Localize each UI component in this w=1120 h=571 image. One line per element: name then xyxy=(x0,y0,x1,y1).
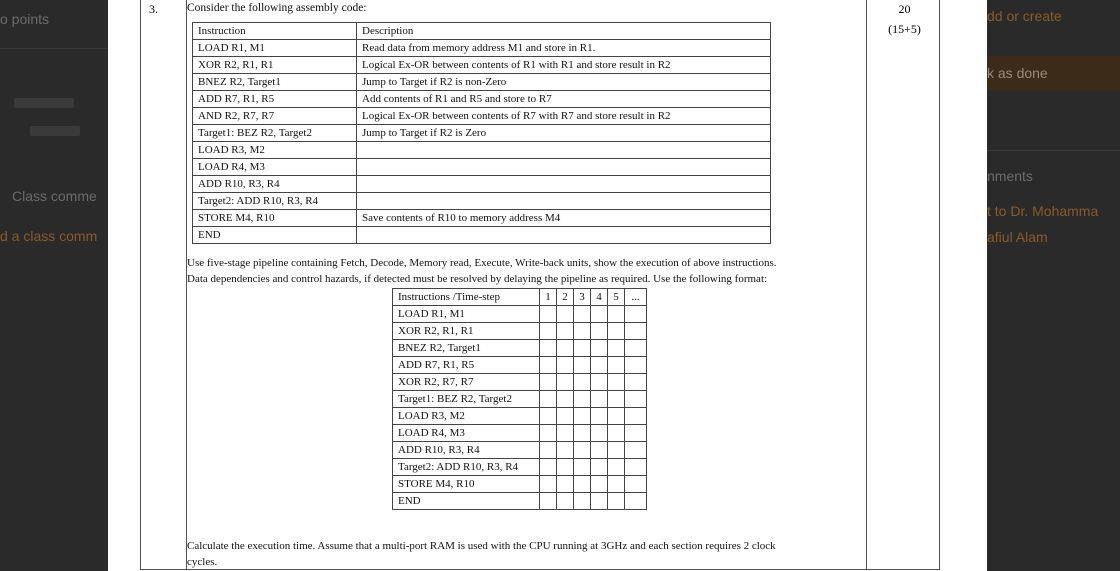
private-comments-label: nments xyxy=(987,168,1033,184)
instruction-cell: LOAD R1, M1 xyxy=(193,40,357,57)
assembly-row xyxy=(193,193,771,210)
empty-step-cell xyxy=(557,357,574,374)
document-page xyxy=(108,0,987,571)
format-row xyxy=(393,323,647,340)
format-header-cell: Instructions /Time-step xyxy=(393,289,540,306)
format-row xyxy=(393,408,647,425)
empty-step-cell xyxy=(574,357,591,374)
empty-step-cell xyxy=(625,391,647,408)
header-cell: Description xyxy=(357,23,771,40)
empty-step-cell xyxy=(608,374,625,391)
execution-time-para-line2: cycles. xyxy=(187,556,218,568)
description-cell: Add contents of R1 and R5 and store to R7 xyxy=(357,91,771,108)
format-row xyxy=(393,476,647,493)
instruction-cell: LOAD R3, M2 xyxy=(193,142,357,159)
question-marks-split: (15+5) xyxy=(888,22,921,36)
execution-time-para-line1: Calculate the execution time. Assume that a multi-port RAM is used with the CPU running at 3GHz and each section requires 2 clock xyxy=(187,540,776,552)
class-comments-label: Class comme xyxy=(12,188,97,204)
description-cell xyxy=(357,227,771,244)
empty-step-cell xyxy=(591,357,608,374)
instruction-cell: END xyxy=(193,227,357,244)
format-row xyxy=(393,425,647,442)
teacher-name: afiul Alam xyxy=(987,229,1048,245)
left-panel xyxy=(0,0,108,571)
description-cell: Save contents of R10 to memory address M4 xyxy=(357,210,771,227)
question-number: 3. xyxy=(149,2,158,16)
format-instruction-cell: BNEZ R2, Target1 xyxy=(393,340,540,357)
format-table-header xyxy=(393,289,647,306)
empty-step-cell xyxy=(540,306,557,323)
instruction-cell: AND R2, R7, R7 xyxy=(193,108,357,125)
empty-step-cell xyxy=(557,425,574,442)
instruction-cell: STORE M4, R10 xyxy=(193,210,357,227)
time-step-cell: 4 xyxy=(591,289,608,306)
empty-step-cell xyxy=(574,391,591,408)
empty-step-cell xyxy=(540,493,557,510)
format-row xyxy=(393,442,647,459)
assembly-row xyxy=(193,159,771,176)
empty-step-cell xyxy=(591,408,608,425)
description-cell: Jump to Target if R2 is Zero xyxy=(357,125,771,142)
empty-step-cell xyxy=(608,493,625,510)
format-instruction-cell: ADD R10, R3, R4 xyxy=(393,442,540,459)
empty-step-cell xyxy=(591,323,608,340)
empty-step-cell xyxy=(608,391,625,408)
empty-step-cell xyxy=(608,408,625,425)
empty-step-cell xyxy=(557,340,574,357)
empty-step-cell xyxy=(557,493,574,510)
empty-step-cell xyxy=(574,374,591,391)
empty-step-cell xyxy=(625,459,647,476)
time-step-cell: 1 xyxy=(540,289,557,306)
question-intro: Consider the following assembly code: xyxy=(187,2,367,14)
empty-step-cell xyxy=(557,323,574,340)
empty-step-cell xyxy=(574,408,591,425)
empty-step-cell xyxy=(608,340,625,357)
empty-step-cell xyxy=(625,323,647,340)
time-step-cell: 5 xyxy=(608,289,625,306)
empty-step-cell xyxy=(557,391,574,408)
time-step-cell: 2 xyxy=(557,289,574,306)
format-instruction-cell: XOR R2, R7, R7 xyxy=(393,374,540,391)
empty-step-cell xyxy=(540,357,557,374)
format-instruction-cell: LOAD R4, M3 xyxy=(393,425,540,442)
empty-step-cell xyxy=(540,374,557,391)
mark-as-done-label: k as done xyxy=(987,65,1048,81)
empty-step-cell xyxy=(540,323,557,340)
points-label: o points xyxy=(0,11,50,27)
instructions-para-line1: Use five-stage pipeline containing Fetch, Decode, Memory read, Execute, Write-back units, show the execution of above instructions. xyxy=(187,257,777,269)
empty-step-cell xyxy=(540,442,557,459)
format-instruction-cell: ADD R7, R1, R5 xyxy=(393,357,540,374)
description-cell xyxy=(357,193,771,210)
instruction-cell: XOR R2, R1, R1 xyxy=(193,57,357,74)
instruction-cell: ADD R10, R3, R4 xyxy=(193,176,357,193)
format-instruction-cell: Target1: BEZ R2, Target2 xyxy=(393,391,540,408)
empty-step-cell xyxy=(591,374,608,391)
empty-step-cell xyxy=(625,408,647,425)
empty-step-cell xyxy=(591,476,608,493)
empty-step-cell xyxy=(625,374,647,391)
empty-step-cell xyxy=(608,442,625,459)
empty-step-cell xyxy=(625,476,647,493)
empty-step-cell xyxy=(625,493,647,510)
assembly-row xyxy=(193,40,771,57)
format-row xyxy=(393,391,647,408)
assembly-table-header xyxy=(193,23,771,40)
instruction-cell: BNEZ R2, Target1 xyxy=(193,74,357,91)
format-row xyxy=(393,357,647,374)
empty-step-cell xyxy=(540,425,557,442)
description-cell: Jump to Target if R2 is non-Zero xyxy=(357,74,771,91)
empty-step-cell xyxy=(574,340,591,357)
empty-step-cell xyxy=(540,459,557,476)
assembly-row xyxy=(193,142,771,159)
format-row xyxy=(393,459,647,476)
empty-step-cell xyxy=(591,306,608,323)
add-class-comment-link[interactable]: d a class comm xyxy=(0,228,98,244)
description-cell xyxy=(357,159,771,176)
empty-step-cell xyxy=(591,442,608,459)
empty-step-cell xyxy=(557,306,574,323)
description-cell: Logical Ex-OR between contents of R1 with R1 and store result in R2 xyxy=(357,57,771,74)
pipeline-format-table xyxy=(392,288,647,510)
empty-step-cell xyxy=(557,408,574,425)
empty-step-cell xyxy=(540,408,557,425)
empty-step-cell xyxy=(591,391,608,408)
empty-step-cell xyxy=(574,493,591,510)
empty-step-cell xyxy=(608,476,625,493)
empty-step-cell xyxy=(625,340,647,357)
format-row xyxy=(393,493,647,510)
format-instruction-cell: END xyxy=(393,493,540,510)
question-frame xyxy=(140,0,940,570)
description-cell xyxy=(357,176,771,193)
time-step-cell: ... xyxy=(625,289,647,306)
assembly-row xyxy=(193,210,771,227)
format-instruction-cell: XOR R2, R1, R1 xyxy=(393,323,540,340)
format-instruction-cell: Target2: ADD R10, R3, R4 xyxy=(393,459,540,476)
empty-step-cell xyxy=(625,425,647,442)
assembly-row xyxy=(193,227,771,244)
format-instruction-cell: LOAD R1, M1 xyxy=(393,306,540,323)
header-cell: Instruction xyxy=(193,23,357,40)
empty-step-cell xyxy=(608,306,625,323)
format-row xyxy=(393,340,647,357)
assembly-row xyxy=(193,57,771,74)
add-comment-link[interactable]: t to Dr. Mohamma xyxy=(987,203,1099,219)
question-marks: 20 xyxy=(898,2,911,16)
assembly-table xyxy=(192,22,771,244)
instruction-cell: LOAD R4, M3 xyxy=(193,159,357,176)
empty-step-cell xyxy=(591,340,608,357)
assembly-row xyxy=(193,176,771,193)
empty-step-cell xyxy=(608,323,625,340)
assembly-row xyxy=(193,108,771,125)
description-cell xyxy=(357,142,771,159)
instructions-para-line2: Data dependencies and control hazards, if detected must be resolved by delaying the pipeline as required. Use the following format: xyxy=(187,273,768,285)
empty-step-cell xyxy=(574,306,591,323)
assembly-row xyxy=(193,91,771,108)
empty-step-cell xyxy=(574,459,591,476)
assembly-row xyxy=(193,74,771,91)
empty-step-cell xyxy=(557,442,574,459)
empty-step-cell xyxy=(625,442,647,459)
right-panel xyxy=(987,0,1120,571)
empty-step-cell xyxy=(574,442,591,459)
empty-step-cell xyxy=(608,425,625,442)
empty-step-cell xyxy=(608,357,625,374)
empty-step-cell xyxy=(574,323,591,340)
instruction-cell: Target1: BEZ R2, Target2 xyxy=(193,125,357,142)
empty-step-cell xyxy=(557,476,574,493)
instruction-cell: ADD R7, R1, R5 xyxy=(193,91,357,108)
format-instruction-cell: LOAD R3, M2 xyxy=(393,408,540,425)
empty-step-cell xyxy=(574,476,591,493)
format-row xyxy=(393,306,647,323)
empty-step-cell xyxy=(608,459,625,476)
empty-step-cell xyxy=(540,391,557,408)
empty-step-cell xyxy=(557,374,574,391)
add-or-create-button[interactable]: dd or create xyxy=(987,8,1062,24)
empty-step-cell xyxy=(557,459,574,476)
empty-step-cell xyxy=(540,476,557,493)
format-row xyxy=(393,374,647,391)
instruction-cell: Target2: ADD R10, R3, R4 xyxy=(193,193,357,210)
empty-step-cell xyxy=(540,340,557,357)
time-step-cell: 3 xyxy=(574,289,591,306)
empty-step-cell xyxy=(591,459,608,476)
description-cell: Logical Ex-OR between contents of R7 with R7 and store result in R2 xyxy=(357,108,771,125)
empty-step-cell xyxy=(591,493,608,510)
assembly-row xyxy=(193,125,771,142)
format-instruction-cell: STORE M4, R10 xyxy=(393,476,540,493)
empty-step-cell xyxy=(574,425,591,442)
empty-step-cell xyxy=(591,425,608,442)
empty-step-cell xyxy=(625,357,647,374)
description-cell: Read data from memory address M1 and store in R1. xyxy=(357,40,771,57)
empty-step-cell xyxy=(625,306,647,323)
